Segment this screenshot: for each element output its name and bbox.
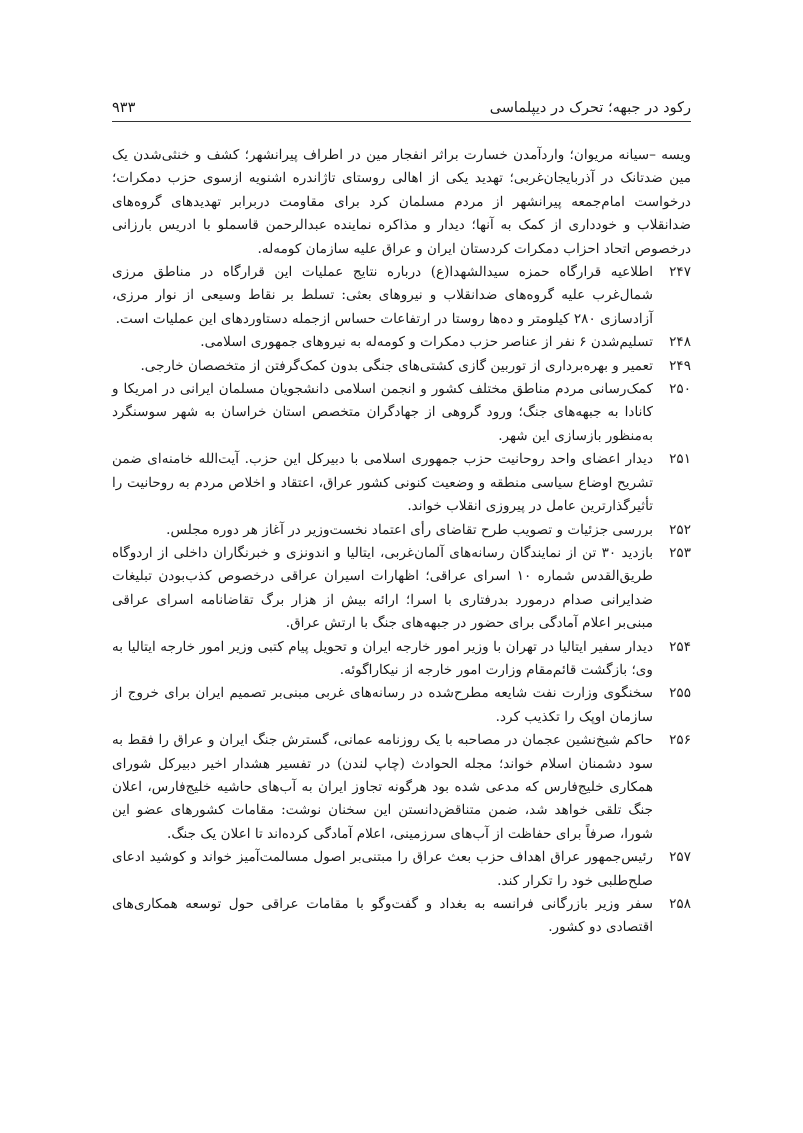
header-rule [112,121,691,122]
entry-text: دیدار سفیر ایتالیا در تهران با وزیر امور خارجه ایران و تحویل پیام کتبی وزیر امور خارجه ایتالیا به وی؛ بازگشت قائم‌مقام وزارت امور خارجه از نیکاراگوئه. [112,638,653,678]
entry-text: دیدار اعضای واحد روحانیت حزب جمهوری اسلامی با دبیرکل این حزب. آیت‌الله خامنه‌ای ضمن تشریح اوضاع سیاسی منطقه و وضعیت کنونی کشور عراق، اعتقاد و اخلاص مردم به روحانیت را تأثیرگذارترین عامل در پیروزی انقلاب خواند. [112,451,653,515]
entry-number: ۲۵۳ [669,544,691,561]
entry-text: حاکم شیخ‌نشین عجمان در مصاحبه با یک روزنامه عمانی، گسترش جنگ ایران و عراق را فقط به سود دشمنان اسلام خواند؛ مجله الحوادث (چاپ لندن) در تفسیر هشدار اخیر دبیرکل شورای همکاری خلیج‌فارس که مدعی شده بود هرگونه تجاوز ایران به آب‌های حاشیه خلیج‌فارس، اعلان جنگ تلقی خواهد شد، ضمن متناقض‌دانستن این سخنان نوشت: مقامات کشورهای عضو این شورا، صرفاً برای حفاظت از آب‌های سرزمینی، اعلام آمادگی کرده‌اند تا اعلان یک جنگ. [112,732,653,842]
entry-text: تسلیم‌شدن ۶ نفر از عناصر حزب دمکرات و کومه‌له به نیروهای جمهوری اسلامی. [200,334,653,351]
entry-text: اطلاعیه قرارگاه حمزه سیدالشهدا(ع) درباره نتایج عملیات این قرارگاه در مناطق مرزی شمال‌غرب علیه گروه‌های ضدانقلاب و نیروهای بعثی: تسلط بر نقاط وسیعی از نوار مرزی، آزادسازی ۲۸۰ کیلومتر و ده‌ها روستا در ارتفاعات حساس ازجمله دستاوردهای این عملیات است. [112,264,653,327]
chronology-entry [112,636,691,683]
chronology-entry [112,448,691,518]
entry-text: سخنگوی وزارت نفت شایعه مطرح‌شده در رسانه‌های غربی مبنی‌بر تصمیم ایران برای خروج از سازمان اوپک را تکذیب کرد. [112,685,653,725]
chronology-entry [112,729,691,846]
entry-number: ۲۴۹ [669,357,691,374]
chronology-entry [112,261,691,331]
continued-paragraph: ویسه –سیانه مریوان؛ واردآمدن خسارت براثر انفجار مین در اطراف پیرانشهر؛ کشف و خنثی‌شدن یک مین ضدتانک در آذربایجان‌غربی؛ تهدید یکی از اهالی روستای تاژاندره اشنویه ازسوی حزب دمکرات؛ درخواست امام‌جمعه پیرانشهر از مردم مسلمان کرد برای مقاومت دربرابر تهدیدهای گروه‌های ضدانقلاب و خودداری از کمک به آنها؛ دیدار و مذاکره نماینده عبدالرحمن قاسملو با ادریس بارزانی درخصوص اتحاد احزاب دمکرات کردستان ایران و عراق علیه سازمان کومه‌له. [112,147,691,257]
chronology-entry [112,378,691,448]
entry-number: ۲۵۸ [669,896,691,912]
chronology-entry [112,682,691,729]
entry-number: ۲۵۴ [669,638,691,655]
chronology-entry [112,519,691,542]
entry-number: ۲۵۱ [669,451,691,468]
entry-number: ۲۵۰ [669,381,691,398]
chronology-entry [112,542,691,636]
entry-number: ۲۵۷ [669,849,691,866]
running-title: رکود در جبهه؛ تحرک در دیپلماسی [489,100,691,116]
entry-number: ۲۴۷ [669,264,691,281]
running-header [112,88,691,116]
entry-number: ۲۵۲ [669,521,691,538]
chronology-entry [112,846,691,893]
entry-text: بازدید ۳۰ تن از نمایندگان رسانه‌های آلمان‌غربی، ایتالیا و اندونزی و خبرنگاران داخلی از اردوگاه طریق‌القدس شماره ۱۰ اسرای عراقی؛ اظهارات اسیران عراقی درخصوص کذب‌بودن تبلیغات ضدایرانی صدام درمورد بدرفتاری با اسرا؛ ارائه بیش از هزار برگ تقاضانامه اسرای عراقی مبنی‌بر اعلام آمادگی برای حضور در جبهه‌های جنگ با ارتش عراق. [112,544,654,632]
entry-text: بررسی جزئیات و تصویب طرح تقاضای رأی اعتماد نخست‌وزیر در آغاز هر دوره مجلس. [166,521,653,538]
entry-number: ۲۵۶ [669,732,691,749]
entry-text: سفر وزیر بازرگانی فرانسه به بغداد و گفت‌وگو با مقامات عراقی حول توسعه همکاری‌های اقتصادی دو کشور. [112,896,653,936]
entry-number: ۲۴۸ [669,334,691,351]
chronology-entry [112,355,691,378]
entry-text: تعمیر و بهره‌برداری از توربین گازی کشتی‌های جنگی بدون کمک‌گرفتن از متخصصان خارجی. [140,357,653,374]
entry-text: رئیس‌جمهور عراق اهداف حزب بعث عراق را مبتنی‌بر اصول مسالمت‌آمیز خواند و کوشید ادعای صلح‌طلبی خود را تکرار کند. [112,849,653,889]
chronology-entry [112,893,691,940]
entry-text: کمک‌رسانی مردم مناطق مختلف کشور و انجمن اسلامی دانشجویان مسلمان ایرانی در امریکا و کانادا به جبهه‌های جنگ؛ ورود گروهی از جهادگران متخصص استان خراسان به شهر سوسنگرد به‌منظور بازسازی این شهر. [112,381,653,444]
chronology-body [112,144,691,940]
page-number: ۹۳۳ [112,100,136,116]
entry-number: ۲۵۵ [669,685,691,702]
chronology-entry [112,331,691,354]
